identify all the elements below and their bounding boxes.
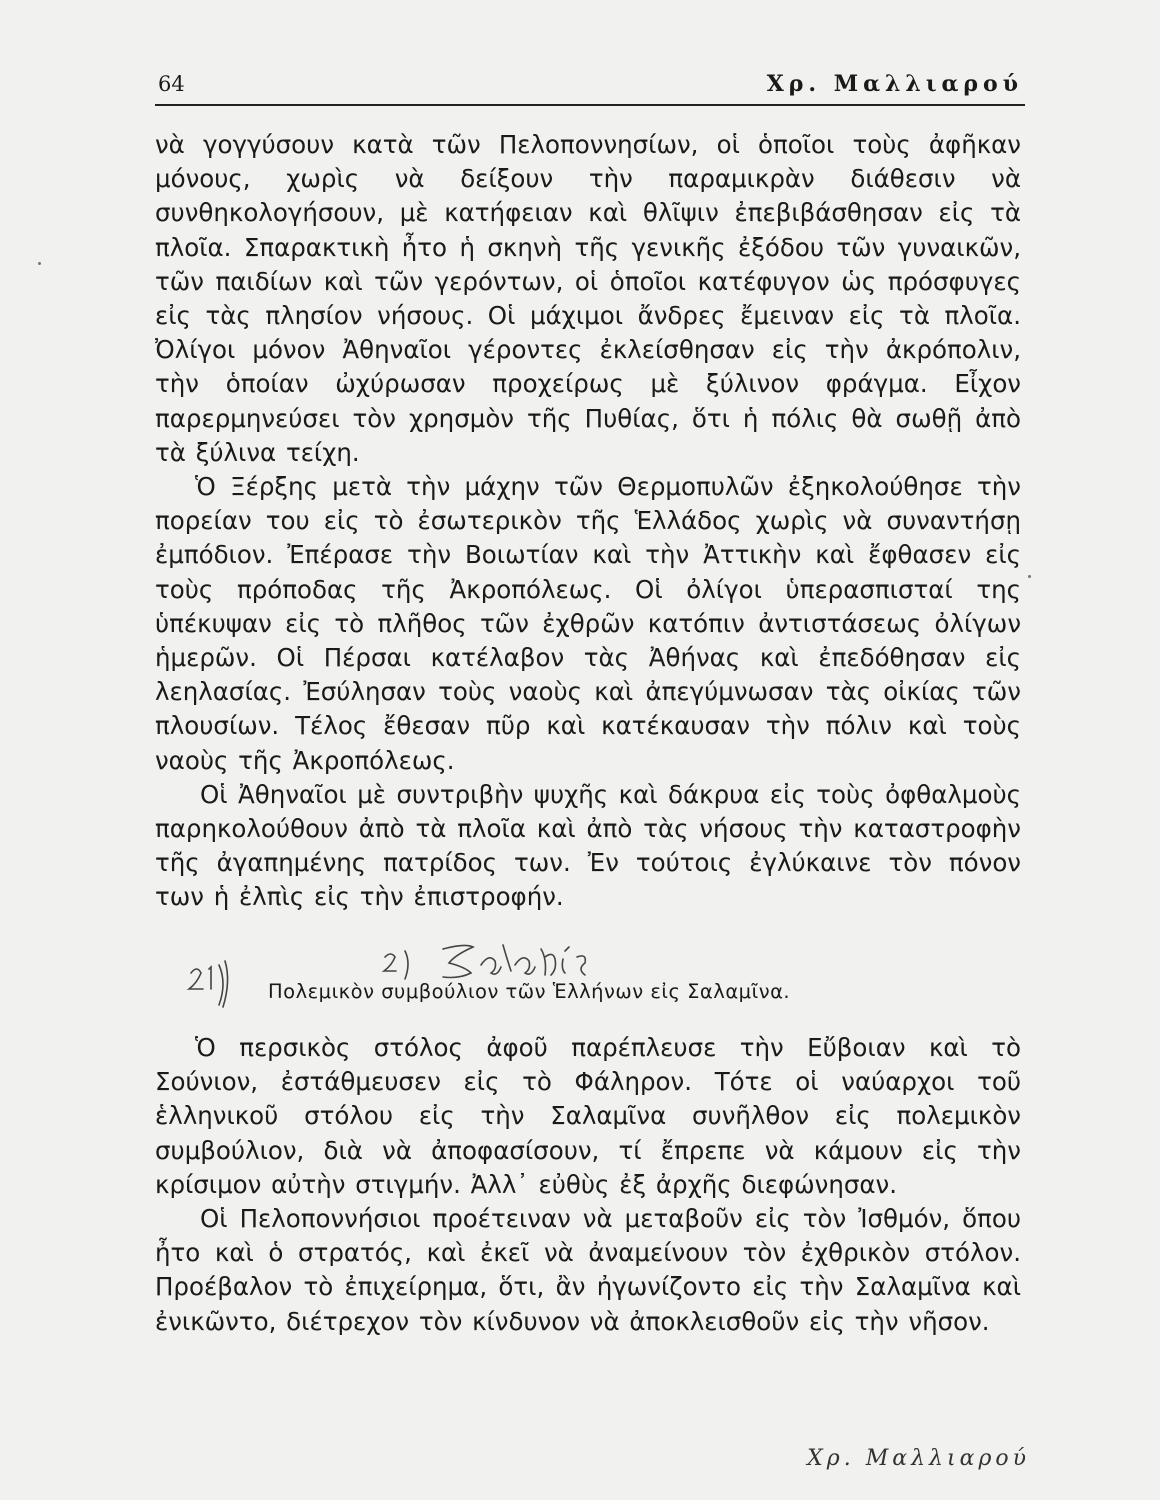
paragraph: Οἱ Πελοποννήσιοι προέτειναν νὰ μεταβοῦν εἰς τὸν Ἰσθμόν, ὅπου ἦτο καὶ ὁ στρατός, καὶ ἐκεῖ νὰ ἀναμείνουν τὸν ἐχθρικὸν στόλον. Προέβαλον τὸ ἐπιχείρημα, ὅτι, ἂν ἠγωνίζοντο εἰς τὴν Σαλαμῖνα καὶ ἐνικῶντο, διέτρεχον τὸν κίνδυνον νὰ ἀποκλεισθοῦν εἰς τὴν νῆσον. <box>155 1204 1021 1336</box>
section-heading: Πολεμικὸν συμβούλιον τῶν Ἑλλήνων εἰς Σαλαμῖνα. <box>268 980 791 1003</box>
paragraph: Ὁ περσικὸς στόλος ἀφοῦ παρέπλευσε τὴν Εὔβοιαν καὶ τὸ Σούνιον, ἐστάθμευσεν εἰς τὸ Φάληρον. Τότε οἱ ναύαρχοι τοῦ ἑλληνικοῦ στόλου εἰς τὴν Σαλαμῖνα συνῆλθον εἰς πολεμικὸν συμβούλιον, διὰ νὰ ἀποφασίσουν, τί ἔπρεπε νὰ κάμουν εἰς τὴν κρίσιμον αὐτὴν στιγμήν. Ἀλλ᾽ εὐθὺς ἐξ ἀρχῆς διεφώνησαν. <box>155 1033 1021 1199</box>
running-head-author: Χρ. Μαλλιαρού <box>766 71 1023 97</box>
handwritten-annotation <box>185 935 605 1015</box>
paragraph: Ὁ Ξέρξης μετὰ τὴν μάχην τῶν Θερμοπυλῶν ἐξηκολούθησε τὴν πορείαν του εἰς τὸ ἐσωτερικὸν τῆς Ἑλλάδος χωρὶς νὰ συναντήσῃ ἐμπόδιον. Ἐπέρασε τὴν Βοιωτίαν καὶ τὴν Ἀττικὴν καὶ ἔφθασεν εἰς τοὺς πρόποδας τῆς Ἀκροπόλεως. Οἱ ὀλίγοι ὑπερασπισταί της ὑπέκυψαν εἰς τὸ πλῆθος τῶν ἐχθρῶν κατόπιν ἀντιστάσεως ὀλίγων ἡμερῶν. Οἱ Πέρσαι κατέλαβον τὰς Ἀθήνας καὶ ἐπεδόθησαν εἰς λεηλασίας. Ἐσύλησαν τοὺς ναοὺς καὶ ἀπεγύμνωσαν τὰς οἰκίας τῶν πλουσίων. Τέλος ἔθεσαν πῦρ καὶ κατέκαυσαν τὴν πόλιν καὶ τοὺς ναοὺς τῆς Ἀκροπόλεως. <box>155 472 1021 775</box>
page-number: 64 <box>158 72 185 96</box>
paragraph: νὰ γογγύσουν κατὰ τῶν Πελοποννησίων, οἱ ὁποῖοι τοὺς ἀφῆκαν μόνους, χωρὶς νὰ δείξουν τὴν παραμικρὰν διάθεσιν νὰ συνθηκολογήσουν, μὲ κατήφειαν καὶ θλῖψιν ἐπεβιβάσθησαν εἰς τὰ πλοῖα. Σπαρακτικὴ ἦτο ἡ σκηνὴ τῆς γενικῆς ἐξόδου τῶν γυναικῶν, τῶν παιδίων καὶ τῶν γερόντων, οἱ ὁποῖοι κατέφυγον ὡς πρόσφυγες εἰς τὰς πλησίον νήσους. Οἱ μάχιμοι ἄνδρες ἔμειναν εἰς τὰ πλοῖα. Ὀλίγοι μόνον Ἀθηναῖοι γέροντες ἐκλείσθησαν εἰς τὴν ἀκρόπολιν, τὴν ὁποίαν ὠχύρωσαν προχείρως μὲ ξύλινον φράγμα. Εἶχον παρερμηνεύσει τὸν χρησμὸν τῆς Πυθίας, ὅτι ἡ πόλις θὰ σωθῇ ἀπὸ τὰ ξύλινα τείχη. <box>155 130 1021 467</box>
page-header <box>155 70 1025 106</box>
footer-author: Χρ. Μαλλιαρού <box>807 1446 1030 1471</box>
body-text-bottom <box>155 1031 1021 1339</box>
scan-speck <box>38 262 41 265</box>
scan-speck <box>1028 575 1031 578</box>
body-text-top <box>155 128 1021 915</box>
paragraph: Οἱ Ἀθηναῖοι μὲ συντριβὴν ψυχῆς καὶ δάκρυα εἰς τοὺς ὀφθαλμοὺς παρηκολούθουν ἀπὸ τὰ πλοῖα καὶ ἀπὸ τὰς νήσους τὴν καταστροφὴν τῆς ἀγαπημένης πατρίδος των. Ἐν τούτοις ἐγλύκαινε τὸν πόνον των ἡ ἐλπὶς εἰς τὴν ἐπιστροφήν. <box>155 779 1021 912</box>
